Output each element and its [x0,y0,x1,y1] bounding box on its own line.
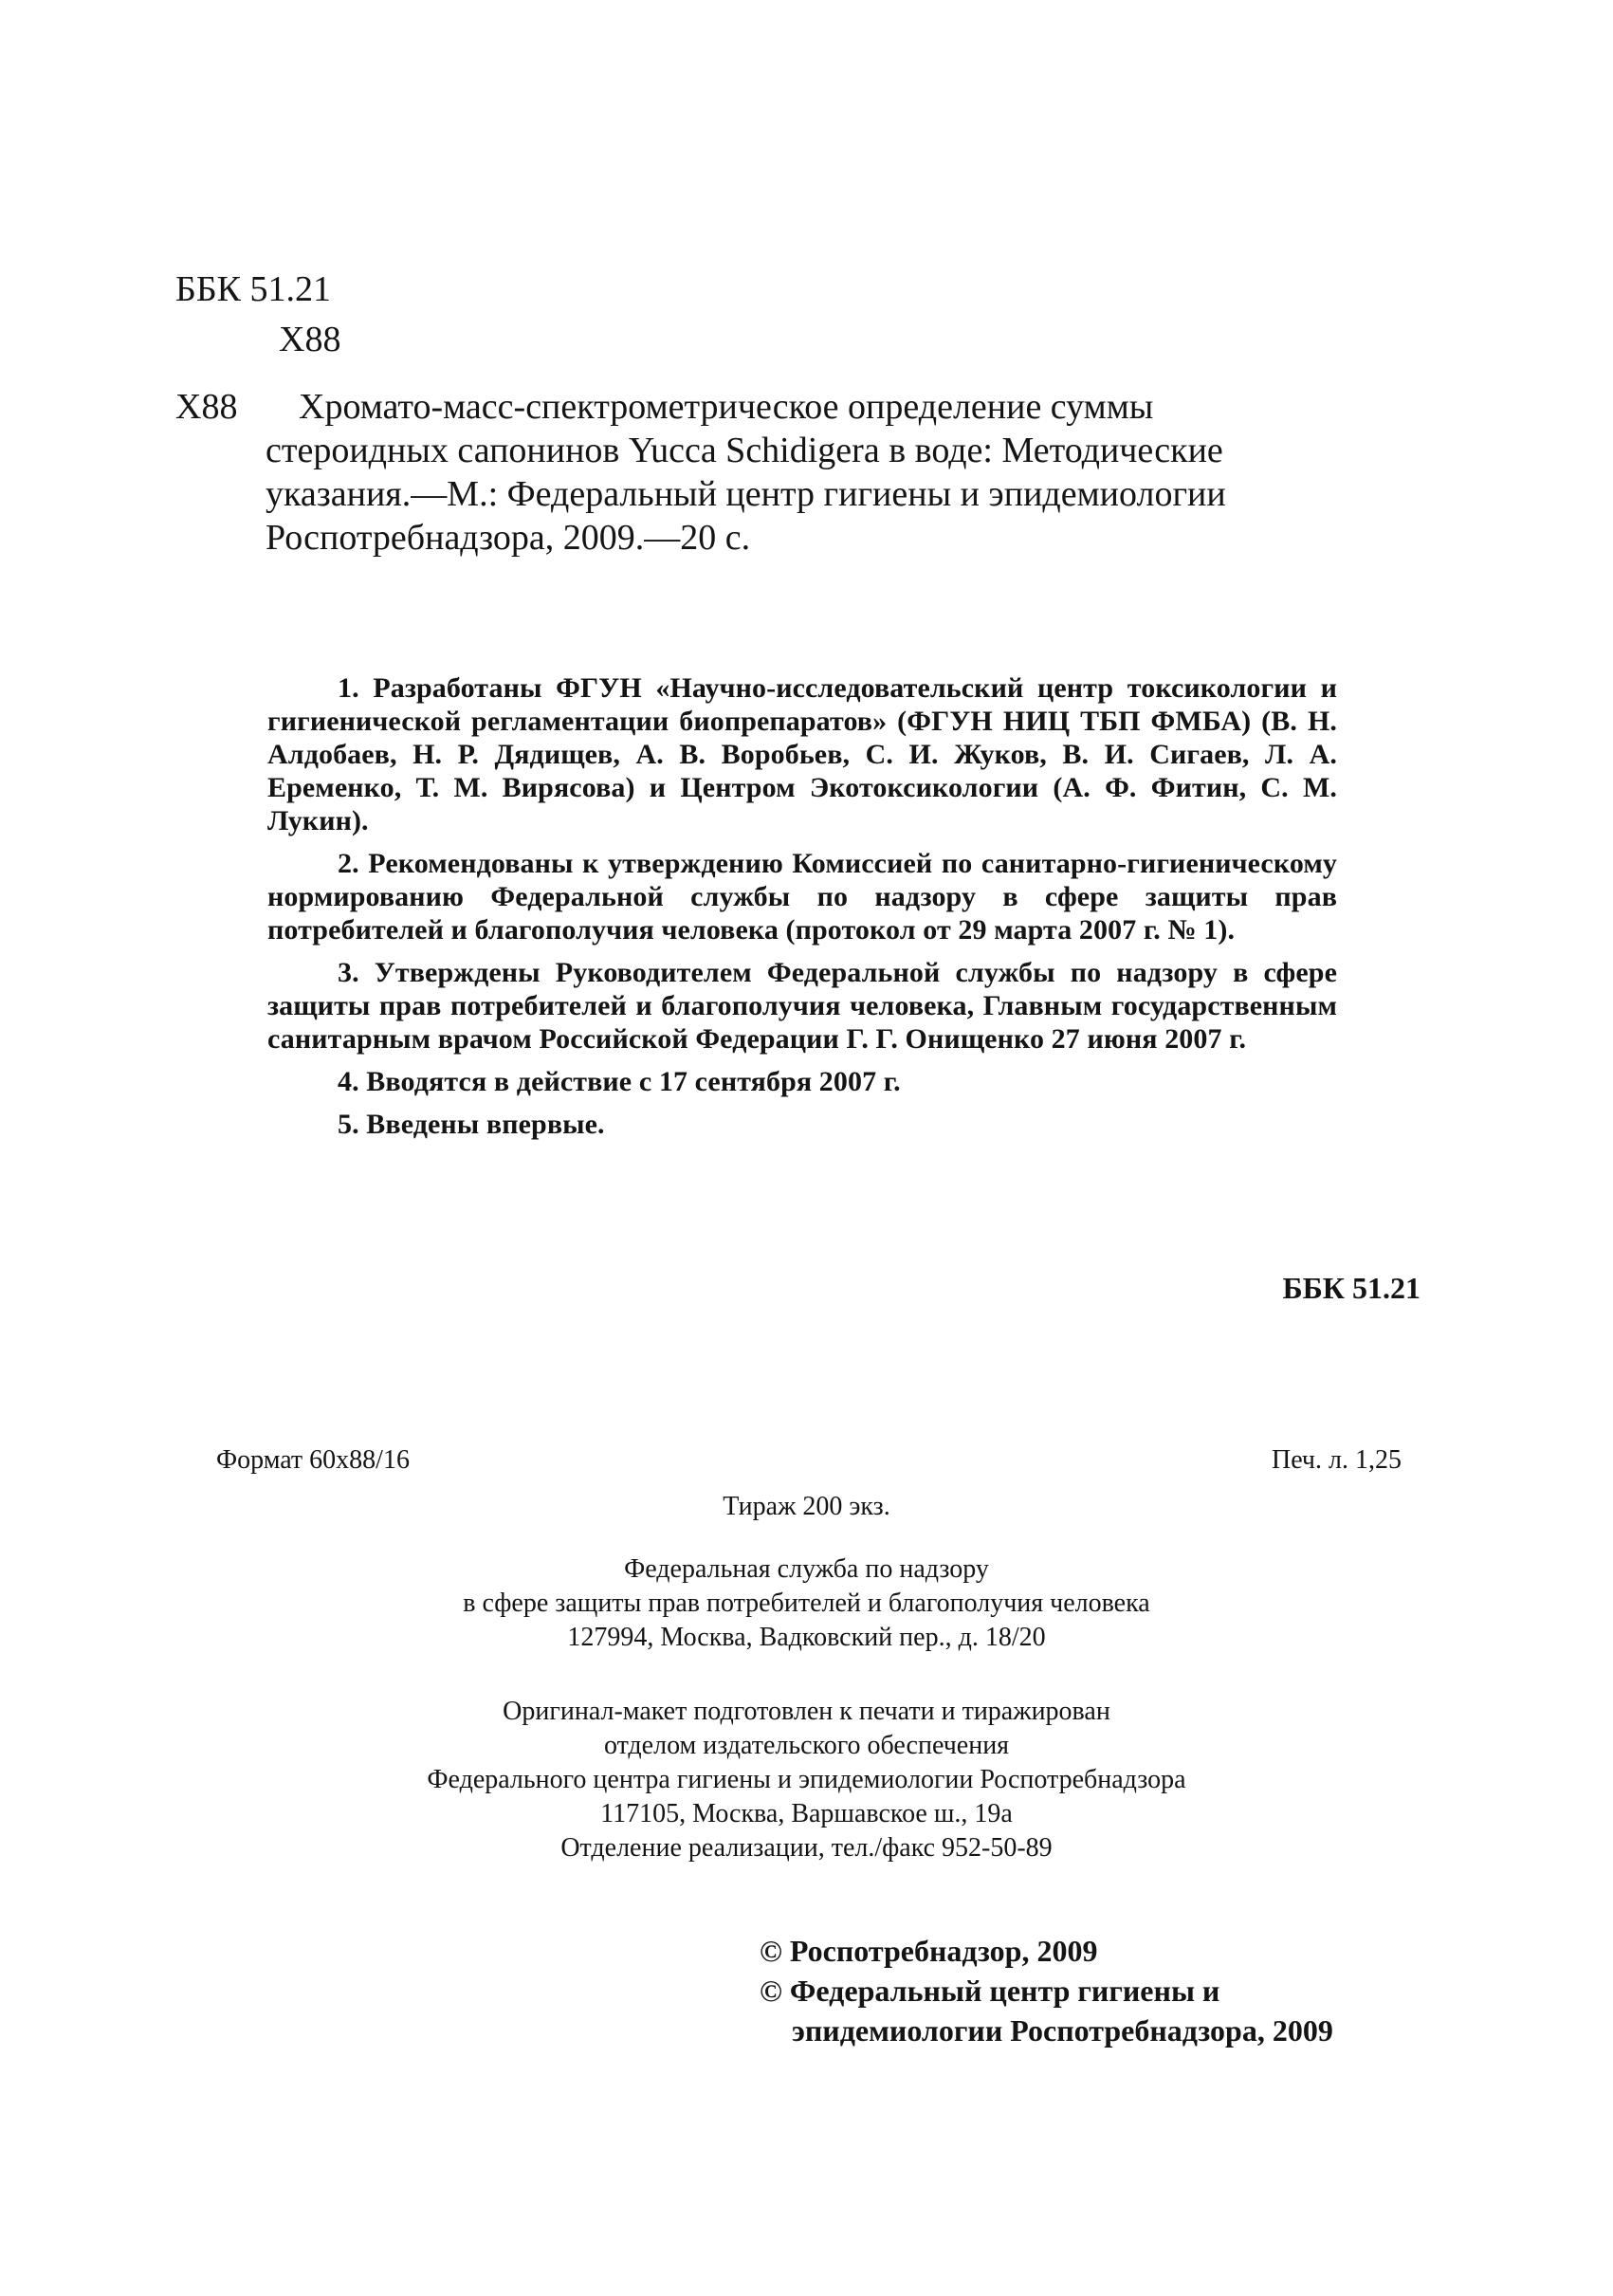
format-label: Формат 60x88/16 [216,1445,410,1475]
title-line-1: Хромато-масс-спектрометрическое определение суммы [299,387,1154,427]
printer-line: отделом издательского обеспечения [603,1731,1010,1760]
publisher-line: Федеральная служба по надзору [624,1554,989,1584]
publisher-line: в сфере защиты прав потребителей и благополучия человека [463,1589,1150,1618]
note-4: 4. Вводятся в действие с 17 сентября 2007 г. [338,1066,901,1097]
copyright-block [760,1931,1333,2050]
printer-address: 117105, Москва, Варшавское ш., 19а [600,1799,1013,1828]
printer-line: Оригинал-макет подготовлен к печати и тиражирован [503,1697,1110,1726]
notes-list [267,671,1337,1150]
note-3: 3. Утверждены Руководителем Федеральной службы по надзору в сфере защиты прав потребителей и благополучия человека, Главным государственным санитарным врачом Российской Федерации Г. Г. Онищенко 27 июня 2007 г. [267,957,1337,1055]
printed-sheets: Печ. л. 1,25 [1271,1445,1402,1475]
printer-block [0,1695,1613,1865]
printer-line: Федерального центра гигиены и эпидемиологии Роспотребнадзора [427,1765,1186,1794]
title-line-3: указания.—М.: Федеральный центр гигиены и эпидемиологии [266,474,1226,514]
note-2: 2. Рекомендованы к утверждению Комиссией по санитарно-гигиеническому нормированию Федеральной службы по надзору в сфере защиты прав потребителей и благополучия человека (протокол от 29 марта 2007 г. № 1). [267,848,1337,946]
copyright-line-3: эпидемиологии Роспотребнадзора, 2009 [792,2013,1333,2048]
printer-contact: Отделение реализации, тел./факс 952-50-89 [560,1833,1053,1863]
bbk-code-bottom: ББК 51.21 [1282,1271,1421,1305]
note-1: 1. Разработаны ФГУН «Научно-исследовательский центр токсикологии и гигиенической регламентации биопрепаратов» (ФГУН НИЦ ТБП ФМБА) (В. Н. Алдобаев, Н. Р. Дядищев, А. В. Воробьев, С. И. Жуков, В. И. Сигаев, Л. А. Еременко, Т. М. Вирясова) и Центром Экотоксикологии (А. Ф. Фитин, С. М. Лукин). [267,672,1337,836]
title-author-mark: Х88 [175,387,238,427]
bbk-code-top: ББК 51.21 [175,269,331,309]
title-line-4: Роспотребнадзора, 2009.—20 с. [266,518,751,558]
print-run: Тираж 200 экз. [723,1492,890,1521]
publisher-address: 127994, Москва, Вадковский пер., д. 18/20 [567,1623,1046,1652]
title-line-2: стероидных сапонинов Yucca Schidigera в воде: Методические [266,431,1223,470]
note-5: 5. Введены впервые. [338,1109,605,1140]
bibliographic-title [266,385,1337,560]
copyright-line-1: © Роспотребнадзор, 2009 [760,1934,1098,1968]
author-mark-top: Х88 [279,320,341,359]
publisher-block [0,1552,1613,1655]
copyright-line-2: © Федеральный центр гигиены и [760,1974,1220,2008]
